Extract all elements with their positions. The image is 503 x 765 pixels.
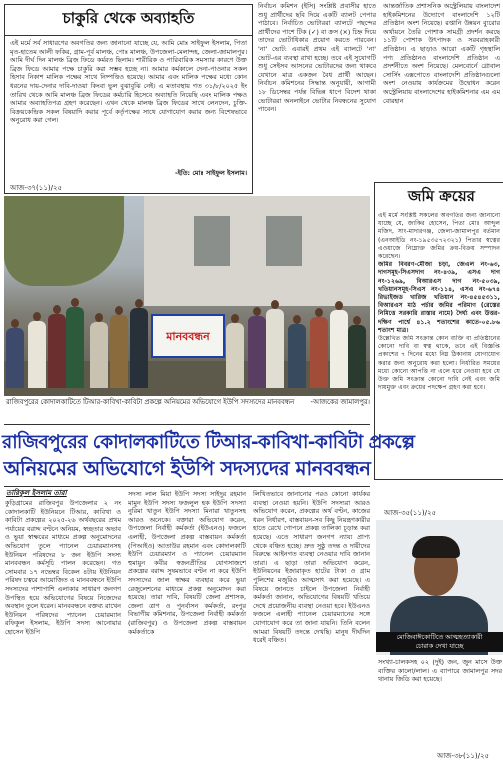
person-figure xyxy=(28,321,46,388)
person-figure xyxy=(90,322,108,388)
protest-banner-text: মানববন্ধন xyxy=(166,330,210,343)
ad-land-details: জমির বিবরণ-মৌজা চড়া, জেএল নং-৬৩, দাগসমূহ-সিএসদাগ নং-৪৩৯, এসএ দাগ নং-১২৬৯, বিআরএস দাগ নং-৫০৩৯, খতিয়ানসমূহ-সিএস নং-১১৪, এসএ নং-৬৭৪ রিভাইজড খারিজ খতিয়ান নং-৪৫৪৫৩১১, বিআরএস মাঠ পর্চার জমির পরিমাণ (রেস্তের নিমিত্তে সরকারি রাস্তার নামে) দৈর্ঘ্য এবং উত্তর-দক্ষিণ পার্শ্বে ৪১.২ শতাংশের কাতে-০৫.৮৬ শতাংশ মাত্র। xyxy=(378,261,500,334)
ad-resignation-body: এই মর্মে সর্ব সাধারণের অবগতির জন্য জানানো যাচ্ছে যে, আমি মোঃ সাইফুল ইসলাম, পিতা মৃত-হাতেম আলী ফকির, গ্রাম-পূর্ব মালঞ্চ, পোঃ মালঞ্চ, উপজেলা-মেলান্দহ, জেলা-জামালপুর। আমি দীর্ঘ দিন মালঞ্চ ব্রিজ ফিডে কর্মরত ছিলাম। শারীরিক ও পারিবারিক সমস্যার কারণে উক্ত ব্রিজ ফিডে আমার পক্ষে চাকুরি করা সম্ভব হচ্ছে না। আমার কর্মকালে দেনা-পাওনার সকল হিসাব নিকাশ মালিক পক্ষের সাথে নিষ্পত্তিও হয়েছে। আমার এবং মালিক পক্ষের মধ্যে কোন ধরনের দায়-দেনার দাবি-দাওয়া কিংবা ভুল বুঝাবুঝি নেই। এ মতাবস্থায় গত ৩১/৮/২০২৫ ইং তারিখ থেকে আমি মালঞ্চ ব্রিজ ফিডের কর্মচারি হিসেবে অব্যাহতি নিয়েছি এবং মালিক পক্ষও আমার অব্যাহতিপত্র গ্রহণ করেছেন। এখন থেকে মালঞ্চ ব্রিজ ফিডের সাথে লেনদেন, চুক্তি-বিক্রয়কেন্দ্রিক সকল বিষয়াদি করার পূর্বে কর্তৃপক্ষের সাথে যোগাযোগ করার জন্য বিশেষভাবে অনুরোধ করা গেল। xyxy=(10,39,247,125)
ad-resignation-signature: -ইতি: মোঃ সাইফুল ইসলাম। xyxy=(174,169,247,177)
ad-land-title: জমি ক্রয়ের xyxy=(408,187,475,205)
lost-notice-body: সংখ্যা-চালকসহ ০২ (দুই) জন, জুন মাসে উক্ত ব্যক্তির কালো/লাল। এ ব্যাপারে জামালপুর সদর থানায় জিডি করা হয়েছে। xyxy=(378,658,502,684)
top-right-column-text: আন্তর্জাতিক প্রশাসনিক অস্ট্রেলিয়ায় বাংলাদেশ হাইকমিশনের উদ্যোগে বাংলাদেশি ১২টি প্রতিষ্ঠান অংশ নিয়েছে। রপ্তানি উন্নয়ন ব্যুরোর অর্থায়নে তৈরি পোশাক সামগ্রী প্রদর্শন করছে ১১টি পোশাক উৎপাদক ও সরবরাহকারী প্রতিষ্ঠান। এ ছাড়াও আরো একটি গৃহস্থালি পণ্য প্রতিষ্ঠানও বাংলাদেশি প্রতিষ্ঠান এ প্রদর্শনীতে অংশ নিয়েছে। মেলবোর্নে গ্লোবাল সোর্সিং এক্সপোতে বাংলাদেশি প্রতিষ্ঠানগুলো অংশ নেওয়ায় কার্যক্রমের উদ্বোধন করেন অস্ট্রেলিয়ায় বাংলাদেশের হাইকমিশনার এম এম বোরহান xyxy=(383,2,500,105)
person-figure xyxy=(6,328,24,388)
person-figure xyxy=(48,314,66,388)
person-figure xyxy=(266,309,284,388)
ad-land-date: আজ-৩৫(১১)/২৫ xyxy=(384,509,437,517)
main-headline xyxy=(2,430,415,482)
photo-caption-credit: -আজকের জামালপুর। xyxy=(310,398,370,406)
person-head xyxy=(315,308,323,317)
portrait-caption-line1: মোজিবাঈকোটিতে আত্মহত্যাকারী xyxy=(396,633,483,641)
building-window xyxy=(194,216,230,266)
person-head xyxy=(71,298,79,307)
article-byline: তারিকুল ইসলাম তারা xyxy=(6,489,67,497)
person-head xyxy=(253,307,261,316)
divider-line xyxy=(4,424,370,425)
person-figure xyxy=(130,308,148,388)
person-figure xyxy=(330,310,348,388)
portrait-caption xyxy=(376,632,503,652)
ad-resignation-notice xyxy=(4,4,253,194)
person-head xyxy=(335,301,343,310)
article-column-1: কুড়িগ্রামের রাজিবপুর উপজেলার ২ নং কোদালকাটি ইউনিয়নে টিআর, কাবিখা ও কাবিটা প্রকল্পের ২০২৫-২৬ অর্থবছরের প্রথম পর্যায়ের বরাদ্দ বণ্টনে অনিয়ম, স্বচ্ছতার অভাব ও ভুয়া স্বাক্ষরের মাধ্যমে প্রকল্প অনুমোদনের অভিযোগ তুলে প্যানেল চেয়ারম্যানসহ ইউনিয়ন পরিষদের ৮ জন ইউপি সদস্য মানববন্ধন কর্মসূচি পালন করেছেন। গত সোমবার ১৭ নভেম্বর বিকেল ৪টায় ইউনিয়ন পরিষদ চত্বরে আয়োজিত এ মানববন্ধনে ইউপি সদস্যদের পাশাপাশি এলাকার সাধারণ জনগণ উপস্থিত হয়ে অভিযোগের বিষয়ে নিজেদের অবস্থান তুলে ধরেন। মানববন্ধনে বক্তব্য রাখেন ইউনিয়ন পরিষদের প্যানেল চেয়ারম্যান রফিকুল ইসলাম, ইউপি সদস্য আনোয়ার হোসেন ইউপি xyxy=(5,499,121,636)
photo-caption xyxy=(6,398,370,407)
building-window xyxy=(266,216,302,266)
portrait-caption-line2: চোরাক দেখা যাচ্ছে xyxy=(415,642,464,650)
person-figure xyxy=(226,323,244,388)
ad-land-body: এই মর্মে সংশ্লিষ্ট সকলের অবগতির জন্য জানানো যাচ্ছে যে, জাকির হোসেন, পিতা মোঃ আব্দুল মজিদ, সাং-মাদারগঞ্জ, জেলা-জামালপুর বর্তমান (এনআইডি নং-১৯৫৩৫৭২৩২১) পিতার স্বত্বের এওয়াজে নিম্নোক্ত জমির ক্রয়-বিক্রয় সম্পাদন করেছেন। xyxy=(378,212,500,261)
building-shape xyxy=(144,196,370,306)
person-head xyxy=(293,315,301,324)
portrait-hair xyxy=(412,536,460,558)
protest-banner xyxy=(151,314,225,358)
ad-land-footer: উল্লেখিত জমি সংক্রান্ত কোন ব্যক্তি বা প্রতিষ্ঠানের কোনো দাবি বা স্বত্ব থাকে, তবে এই বিজ্ঞপ্তি প্রকাশের ৭ দিনের মধ্যে নিম্ন ঠিকানায় যোগাযোগ করার জন্য অনুরোধ করা হলো। নির্ধারিত সময়ের মধ্যে কোনো আপত্তি না এলে ধরে নেওয়া হবে যে উক্ত জমি সংক্রান্ত কোনো দাবি নেই এবং জমি দায়মুক্ত এবং ক্রয়ের পদক্ষেপ গ্রহণ করা হবে। xyxy=(378,335,500,392)
person-head xyxy=(231,314,239,323)
person-figure xyxy=(110,315,128,388)
person-head xyxy=(353,316,361,325)
tree-shape xyxy=(4,196,124,286)
article-column-3: লিখিতভাবে জানানোর পরও কোনো কার্যকর ব্যবস্থা নেওয়া হয়নি। ইউপি সদস্যরা আরও অভিযোগ করেন, প্রকল্পের অর্থ বণ্টন, কাজের ধরন নির্ধারণ, বাস্তবায়ন-সব কিছু নিয়ন্ত্রণকারীর হাতে রেখে গোপনে প্রকল্প তালিকা চূড়ান্ত করা হয়েছে। এতে সাধারণ জনগণ ন্যায্য প্রাপ্য থেকে বঞ্চিত হচ্ছে। দ্রুত সুষ্ঠু তদন্ত ও দায়ীদের বিরুদ্ধে আইনগত ব্যবস্থা নেওয়ার দাবি জানান তারা। এ ছাড়া তারা অভিযোগ করেন, ইউনিয়নের ইজারাকৃত হাটের টাকা ও গ্রাম পুলিশের মজুরিও আত্মসাৎ করা হয়েছে। এ বিষয়ে জানতে চাইলে উপজেলা নির্বাহী কর্মকর্তা জানান, অভিযোগের বিষয়টি খতিয়ে দেখে প্রয়োজনীয় ব্যবস্থা নেওয়া হবে। ইউএনও ফজলে এলাহী প্যানেল চেয়ারম্যানের সঙ্গে যোগাযোগ করে তা জানা যায়নি। তিনি বলেন আমরা বিষয়টি তদন্তে দেখছি। মানুষ দীর্ঘদিন ধরেই বঞ্চিত। xyxy=(253,490,370,645)
person-figure xyxy=(288,324,306,388)
person-figure xyxy=(248,316,266,388)
person-head xyxy=(33,312,41,321)
main-headline-line2: অনিয়মের অভিযোগে ইউপি সদস্যদের মানববন্ধন xyxy=(3,457,371,480)
person-head xyxy=(95,313,103,322)
photo-caption-text: রাজিবপুরের কোদালকাটিতে টিআর-কাবিখা-কাবিটা প্রকল্পে অনিয়মের অভিযোগে ইউপি সদস্যদের মানববন্ধন xyxy=(6,398,295,406)
person-head xyxy=(271,300,279,309)
ad-resignation-date: আজ-৩৭(১১)/২৫ xyxy=(10,183,63,192)
human-chain-photo xyxy=(4,196,370,396)
article-column-2: সদস্য লাল মিয়া ইউপি সদস্য সাইদুর রহমান মামুন ইউপি সদস্য ফজলুল হক ইউপি সদস্যা নুরিমা খাতুন ইউপি সদস্যা মিনারা খাতুনসহ আরও অনেকে। বক্তারা অভিযোগ করেন, উপজেলা নির্বাহী কর্মকর্তা (ইউএনও) ফজলে এলাহী, উপজেলা প্রকল্প বাস্তবায়ন কর্মকর্তা (পিআইও) আতাউর রহমান এবং কোদালকাটি ইউপি চেয়ারম্যান ও প্যানেল চেয়ারম্যান হুমায়ুন কবীর স্বজনপ্রীতির যোগসাজশে প্রকল্পের বরাদ্দ সুষমভাবে বণ্টন না করে ইউপি সদস্যদের জাল স্বাক্ষর ব্যবহার করে ভুয়া রেজুলেশনের মাধ্যমে প্রকল্প অনুমোদন করা হয়েছে। তারা দাবি, বিষয়টি জেলা প্রশাসক, জেলা ত্রাণ ও পুনর্বাসন কর্মকর্তা, রংপুর বিভাগীয় কমিশনার, উপজেলা নির্বাহী কর্মকর্তা (রাজিবপুর) ও উপজেলা প্রকল্প বাস্তবায়ন কর্মকর্তাকে xyxy=(128,490,246,636)
person-head xyxy=(53,305,61,314)
top-middle-column-text: নির্বাচন কমিশন (ইসি) সংশ্লিষ্ট প্রবাসীর হাতে শুধু প্রার্থীদের ছবি দিয়ে একটি ব্যালট পেপার পাঠাবে। নির্বাচিত ভোটাররা ব্যালটে পছন্দের প্রার্থীদের পাশে টিক (✓) বা ক্রস (×) চিহ্ন দিয়ে তাদের ভোটাধিকার প্রয়োগ করতে পারবেন। 'না' ভোট: এবারই প্রথম এই ব্যালটে 'না' ভোট-এর ব্যবস্থা রাখা হচ্ছে। তবে এই সুযোগটি শুধু সেইসব আসনের ভোটারদের জন্য থাকবে যেখানে মাত্র একজন বৈধ প্রার্থী আছেন। নির্বাচন কমিশনের সিদ্ধান্ত অনুযায়ী, আগামী ১৮ ডিসেম্বর পর্যন্ত বিভিন্ন ধাপে বিদেশ থাকা ভোটাররা অনলাইনে ভোটার নিবন্ধনের সুযোগ পাবেন। xyxy=(258,2,376,114)
person-head xyxy=(135,299,143,308)
person-figure xyxy=(310,317,328,388)
main-headline-line1: রাজিবপুরের কোদালকাটিতে টিআর-কাবিখা-কাবিটা প্রকল্পে xyxy=(2,432,415,453)
divider-line xyxy=(4,486,370,487)
lost-notice-date: আজ-৩৮(১১)/২৫ xyxy=(437,752,490,760)
ad-resignation-title: চাকুরি থেকে অব্যাহতি xyxy=(5,5,252,36)
person-figure xyxy=(66,307,84,388)
person-head xyxy=(115,306,123,315)
person-head xyxy=(11,319,19,328)
person-figure xyxy=(348,325,366,388)
